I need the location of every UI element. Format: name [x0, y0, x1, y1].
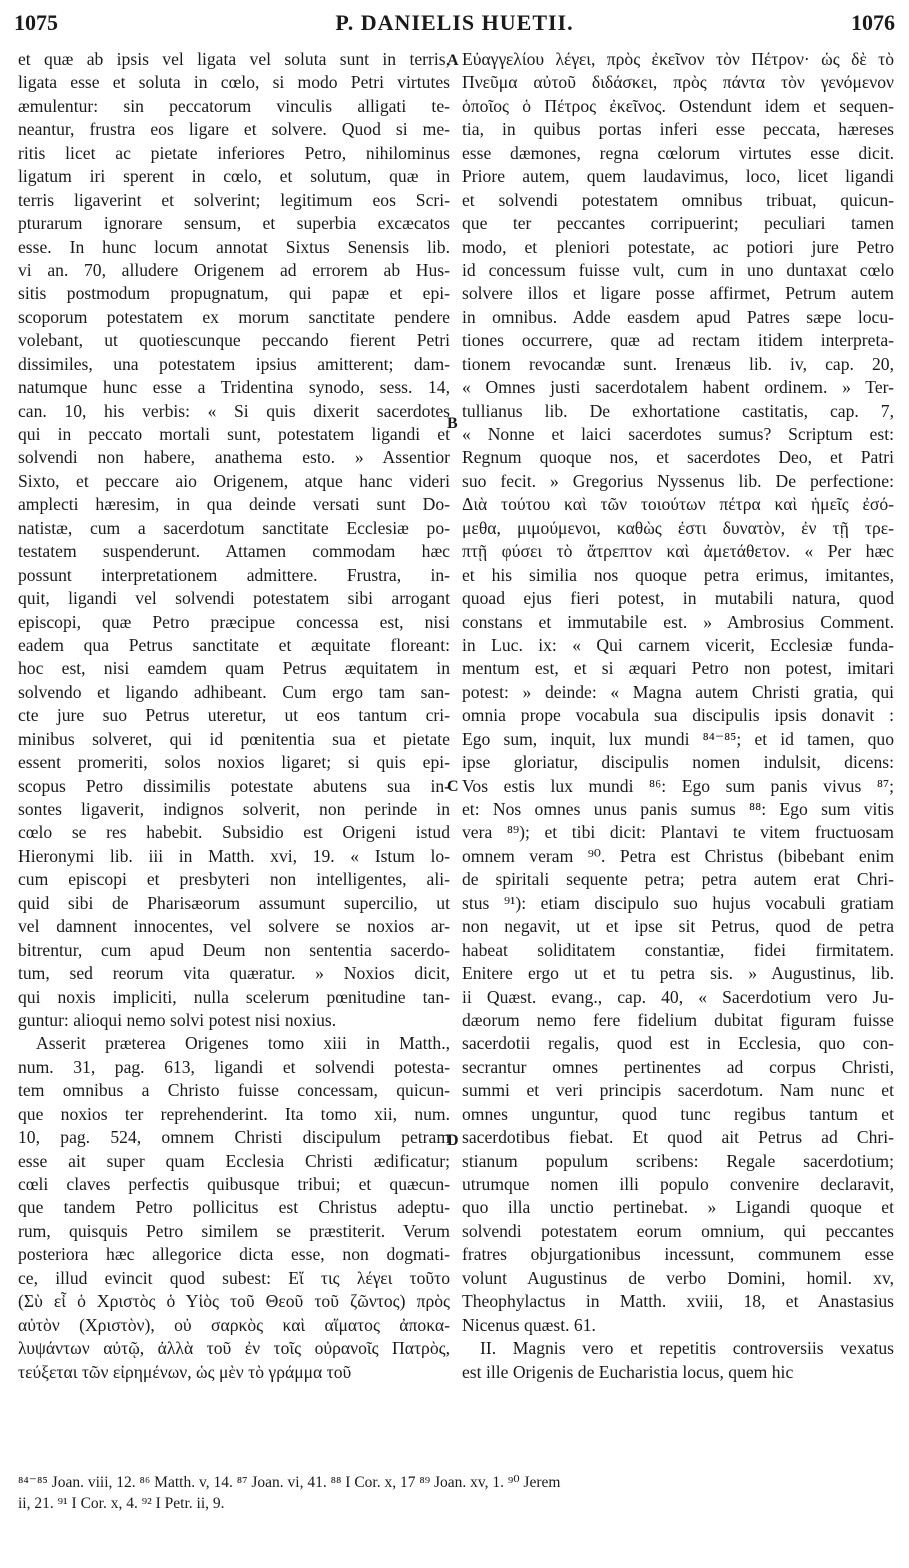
- text-line: Vos estis lux mundi ⁸⁶: Ego sum panis vivus ⁸⁷;: [462, 775, 894, 796]
- text-line: ipse gloriatur, discipulis nomen indulsit, dicens:: [462, 752, 894, 773]
- text-line: Priore autem, quem laudavimus, loco, licet ligandi: [462, 166, 894, 187]
- text-line: ritis licet ac pietate inferiores Petro, nihilominus: [18, 142, 450, 163]
- text-line: rum, quisquis Petro similem se præstiterit. Verum: [18, 1220, 450, 1241]
- text-line: æmulentur: sin peccatorum vinculis alligati te-: [18, 95, 450, 116]
- text-line: ὁποῖος ὁ Πέτρος ἐκεῖνος. Ostendunt idem et sequen-: [462, 95, 894, 116]
- text-line: cœlo se res habebit. Subsidio est Origeni istud: [18, 822, 450, 843]
- text-line: suo fecit. » Gregorius Nyssenus lib. De perfectione:: [462, 470, 894, 491]
- text-line: vera ⁸⁹); et tibi dicit: Plantavi te vitem fructuosam: [462, 822, 894, 843]
- text-line: omnem veram ⁹⁰. Petra est Christus (bibebant enim: [462, 845, 894, 866]
- text-line: et solvendi potestatem omnibus tribuat, quicun-: [462, 189, 894, 210]
- text-line: volebant, ut quotiescunque peccando fierent Petri: [18, 330, 450, 351]
- page-number-right: 1076: [851, 10, 895, 35]
- text-line: « Omnes justi sacerdotalem habent ordinem. » Ter-: [462, 377, 894, 398]
- text-line: sacerdotibus fiebat. Et quod ait Petrus ad Chri-: [462, 1127, 894, 1148]
- text-line: neantur, frustra eos ligare et solvere. Quod si me-: [18, 119, 450, 140]
- page-header: [14, 10, 895, 42]
- text-line: quoad ejus fieri potest, in mutabili natura, quod: [462, 588, 894, 609]
- text-line: et his similia nos quoque petra erimus, imitantes,: [462, 564, 894, 585]
- text-line: esse. In hunc locum annotat Sixtus Senensis lib.: [18, 236, 450, 257]
- text-line: τεύξεται τῶν εἰρημένων, ὡς μὲν τὸ γράμμα τοῦ: [18, 1361, 352, 1382]
- text-line: de spiritali sequente petra; petra autem erat Chri-: [462, 869, 894, 890]
- text-line: ce, illud evincit quod subest: Εἴ τις λέγει τοῦτο: [18, 1267, 450, 1288]
- text-line: qui noxis impliciti, nulla scelerum pœnitudine tan-: [18, 986, 450, 1007]
- section-marker-b: B: [447, 415, 458, 432]
- text-line: esse dæmones, regna cœlorum virtutes esse dicit.: [462, 142, 894, 163]
- text-line: num. 31, pag. 613, ligandi et solvendi potesta-: [18, 1056, 450, 1077]
- text-line: hoc est, nisi eamdem quam Petrus æquitatem in: [18, 658, 450, 679]
- text-line: bitrentur, cum apud Deum non sententia sacerdo-: [18, 939, 450, 960]
- text-line: natistæ, cum a sacerdotum sanctitate Ecclesiæ po-: [18, 517, 450, 538]
- text-line: cœli claves perfectis quibusque tribui; et quæcun-: [18, 1174, 450, 1194]
- text-line: sontes ligaverit, indignos solverit, non perinde in: [18, 799, 450, 819]
- text-line: μεθα, μιμούμενοι, καθὼς ἐστι δυνατὸν, ἐν τῇ τρε-: [462, 517, 894, 538]
- page-number-left: 1075: [14, 10, 58, 35]
- text-line: terris ligaverint et solverint; legitimum eos Scri-: [18, 189, 450, 210]
- text-line: essent promeriti, solos noxios ligaret; si quis epi-: [18, 752, 450, 773]
- text-line: stianum populum scribens: Regale sacerdotium;: [462, 1150, 894, 1171]
- text-line: fratres objurgationibus incessunt, communem esse: [462, 1244, 894, 1265]
- text-line: Nicenus quæst. 61.: [462, 1314, 596, 1335]
- text-line: Εὐαγγελίου λέγει, πρὸς ἐκεῖνον τὸν Πέτρον· ὡς δὲ τὸ: [462, 49, 894, 69]
- text-line: vel damnent innocentes, vel solvere se noxios ar-: [18, 916, 450, 937]
- text-line: solvere illos et ligare posse affirmet, Petrum autem: [462, 283, 894, 304]
- text-line: quo illa unctio pertinebat. » Ligandi quoque et: [462, 1197, 894, 1218]
- text-line: episcopi, quæ Petro præcipue concessa est, nisi: [18, 611, 450, 632]
- text-line: (Σὺ εἶ ὁ Χριστὸς ὁ Υἱὸς τοῦ Θεοῦ τοῦ ζῶντος) πρὸς: [18, 1291, 450, 1312]
- section-marker-d: D: [447, 1132, 459, 1149]
- section-marker-c: C: [447, 778, 459, 795]
- footnotes: [18, 1472, 895, 1514]
- text-line: que tandem Petro pollicitus est Christus adeptu-: [18, 1197, 450, 1218]
- section-marker-a: A: [447, 52, 459, 69]
- text-line: qui in peccato mortali sunt, potestatem ligandi et: [18, 424, 450, 444]
- text-line: utrumque nomen illi populo convenire declaravit,: [462, 1174, 894, 1194]
- text-line: cum episcopi et presbyteri non intelligentes, ali-: [18, 869, 450, 890]
- text-line: omnia prope vocabula sua discipulis ipsis donavit :: [462, 705, 894, 726]
- text-line: Sixto, et peccare aio Origenem, atque hanc videri: [18, 470, 450, 491]
- text-line: modo, et pleniori potestate, ac potiori jure Petro: [462, 236, 894, 257]
- text-line: id concessum fuisse vult, cum in uno duntaxat cœlo: [462, 259, 894, 280]
- text-line: ligata esse et soluta in cœlo, si modo Petri virtutes: [18, 72, 450, 93]
- text-line: λυψάντων αὐτῷ, ἀλλὰ τοῦ ἐν τοῖς οὐρανοῖς Πατρὸς,: [18, 1338, 450, 1359]
- text-line: scoporum potestatem ex morum sanctitate pendere: [18, 306, 450, 327]
- text-line: amplecti hæresim, in qua deinde versati sunt Do-: [18, 494, 450, 515]
- text-line: testatem suspenderunt. Attamen commodam hæc: [18, 541, 450, 562]
- text-line: II. Magnis vero et repetitis controversiis vexatus: [480, 1338, 894, 1359]
- text-line: tum, sed reorum vita quæratur. » Noxios dicit,: [18, 963, 450, 984]
- text-line: summi et veri principis sacerdotum. Nam nunc et: [462, 1080, 894, 1101]
- running-title: P. DANIELIS HUETII.: [335, 10, 574, 35]
- footnote-line: ⁸⁴⁻⁸⁵ Joan. viii, 12. ⁸⁶ Matth. v, 14. ⁸⁷ Joan. vi, 41. ⁸⁸ I Cor. x, 17 ⁸⁹ Joan. xv, 1. ⁹⁰ Jerem: [18, 1474, 561, 1491]
- text-line: dæorum nemo fere fidelium dubitat figuram fuisse: [462, 1009, 894, 1030]
- right-column: [462, 48, 894, 1384]
- text-line: est ille Origenis de Eucharistia locus, quem hic: [462, 1361, 794, 1382]
- text-line: non negavit, ut et ipse sit Petrus, quod de petra: [462, 916, 894, 937]
- text-line: Regnum quoque nos, et sacerdotes Deo, et Patri: [462, 447, 894, 468]
- text-line: Theophylactus in Matth. xviii, 18, et Anastasius: [462, 1291, 894, 1312]
- text-line: sitis postmodum propugnatum, qui papæ et epi-: [18, 283, 450, 304]
- left-column: [18, 48, 450, 1384]
- text-line: minibus solveret, qui id pœnitentia sua et pietate: [18, 728, 450, 749]
- text-line: potest: » deinde: « Magna autem Christi gratia, qui: [462, 681, 894, 702]
- text-line: quit, ligandi vel solvendi potestatem sibi arrogant: [18, 588, 450, 609]
- text-line: « Nonne et laici sacerdotes sumus? Scriptum est:: [462, 424, 894, 444]
- text-line: omnes unguntur, quod tunc regibus tantum et: [462, 1103, 894, 1124]
- text-line: ii Quæst. evang., cap. 40, « Sacerdotium vero Ju-: [462, 986, 894, 1007]
- text-line: quid sibi de Pharisæorum assumunt supercilio, ut: [18, 892, 450, 913]
- text-line: tullianus lib. De exhortatione castitatis, cap. 7,: [462, 400, 894, 421]
- text-line: πτῇ φύσει τὸ ἄτρεπτον καὶ ἀμετάθετον. « Per hæc: [462, 541, 894, 562]
- text-line: Asserit præterea Origenes tomo xiii in Matth.,: [36, 1033, 450, 1054]
- text-line: et: Nos omnes unus panis sumus ⁸⁸: Ego sum vitis: [462, 799, 894, 819]
- text-line: in omnibus. Adde easdem apud Patres sæpe locu-: [462, 306, 894, 327]
- text-line: natumque hunc esse a Tridentina synodo, sess. 14,: [18, 377, 450, 398]
- text-line: αὐτὸν (Χριστὸν), οὐ σαρκὸς καὶ αἵματος ἀποκα-: [18, 1314, 450, 1335]
- text-line: habeat soliditatem constantiæ, fidei firmitatem.: [462, 939, 894, 960]
- text-line: Enitere ergo ut et tu petra sis. » Augustinus, lib.: [462, 963, 894, 984]
- text-line: solvendi potestatem eorum omnium, qui peccantes: [462, 1220, 894, 1241]
- text-line: mentum est, et si æquari Petro non potest, imitari: [462, 658, 894, 679]
- text-line: scopus Petro dissimilis potestate abutens sua in-: [18, 775, 450, 796]
- text-line: que ter peccantes corripuerint; peculiari tamen: [462, 213, 894, 234]
- text-line: in Luc. ix: « Qui carnem vicerit, Ecclesiæ funda-: [462, 634, 894, 655]
- text-line: secrantur omnes pertinentes ad corpus Christi,: [462, 1056, 894, 1077]
- text-line: stus ⁹¹): etiam discipulo suo hujus vocabuli gratiam: [462, 892, 894, 913]
- text-line: ligatum iri sperent in cœlo, et solutum, quæ in: [18, 166, 450, 187]
- text-line: esse ait super quam Ecclesia Christi ædificatur;: [18, 1150, 450, 1171]
- text-line: posteriora hæc allegorice dicta esse, non dogmati-: [18, 1244, 450, 1265]
- text-line: eadem qua Petrus sanctitate et æquitate floreant:: [18, 634, 450, 655]
- text-line: Πνεῦμα αὐτοῦ διδάσκει, πρὸς πάντα τὸν γενόμενον: [462, 72, 894, 93]
- text-line: et quæ ab ipsis vel ligata vel soluta sunt in terris,: [18, 49, 450, 69]
- text-line: constans et immutabile est. » Ambrosius Comment.: [462, 611, 894, 632]
- text-line: tia, in quibus portas inferi esse peccata, hæreses: [462, 119, 894, 140]
- text-line: sacerdotii regalis, quod est in Ecclesia, quo con-: [462, 1033, 894, 1054]
- text-line: guntur: alioqui nemo solvi potest nisi noxius.: [18, 1009, 337, 1030]
- text-line: can. 10, his verbis: « Si quis dixerit sacerdotes: [18, 400, 450, 421]
- footnote-line: ii, 21. ⁹¹ I Cor. x, 4. ⁹² I Petr. ii, 9.: [18, 1495, 225, 1512]
- text-line: tem omnibus a Christo fuisse concessam, quicun-: [18, 1080, 450, 1101]
- text-line: Hieronymi lib. iii in Matth. xvi, 19. « Istum lo-: [18, 845, 450, 866]
- text-line: solvendi non habere, anathema esto. » Assentior: [18, 447, 450, 468]
- text-line: pturarum ignorare sensum, et superbia excæcatos: [18, 213, 450, 234]
- text-line: possunt interpretationem admittere. Frustra, in-: [18, 564, 450, 585]
- text-line: tiones occurrere, quæ ad rectam itidem interpreta-: [462, 330, 894, 351]
- text-line: vi an. 70, alludere Origenem ad errorem ab Hus-: [18, 259, 450, 280]
- text-line: solvendo et ligando adhibeant. Cum ergo tam san-: [18, 681, 450, 702]
- text-line: dissimiles, una potestatem ipsius amitterent; dam-: [18, 353, 450, 374]
- text-line: Ego sum, inquit, lux mundi ⁸⁴⁻⁸⁵; et id tamen, quo: [462, 728, 894, 749]
- text-line: volunt Augustinus de verbo Domini, homil. xv,: [462, 1267, 894, 1288]
- text-line: cte jure suo Petrus uteretur, ut eos tantum cri-: [18, 705, 450, 726]
- text-line: tionem revocandæ sunt. Irenæus lib. iv, cap. 20,: [462, 353, 894, 374]
- text-line: Διὰ τούτου καὶ τῶν τοιούτων πέτρα καὶ ἡμεῖς ἐσό-: [462, 494, 894, 515]
- text-line: 10, pag. 524, omnem Christi discipulum petram: [18, 1127, 450, 1148]
- text-line: que noxios ter reprehenderint. Ita tomo xii, num.: [18, 1103, 450, 1124]
